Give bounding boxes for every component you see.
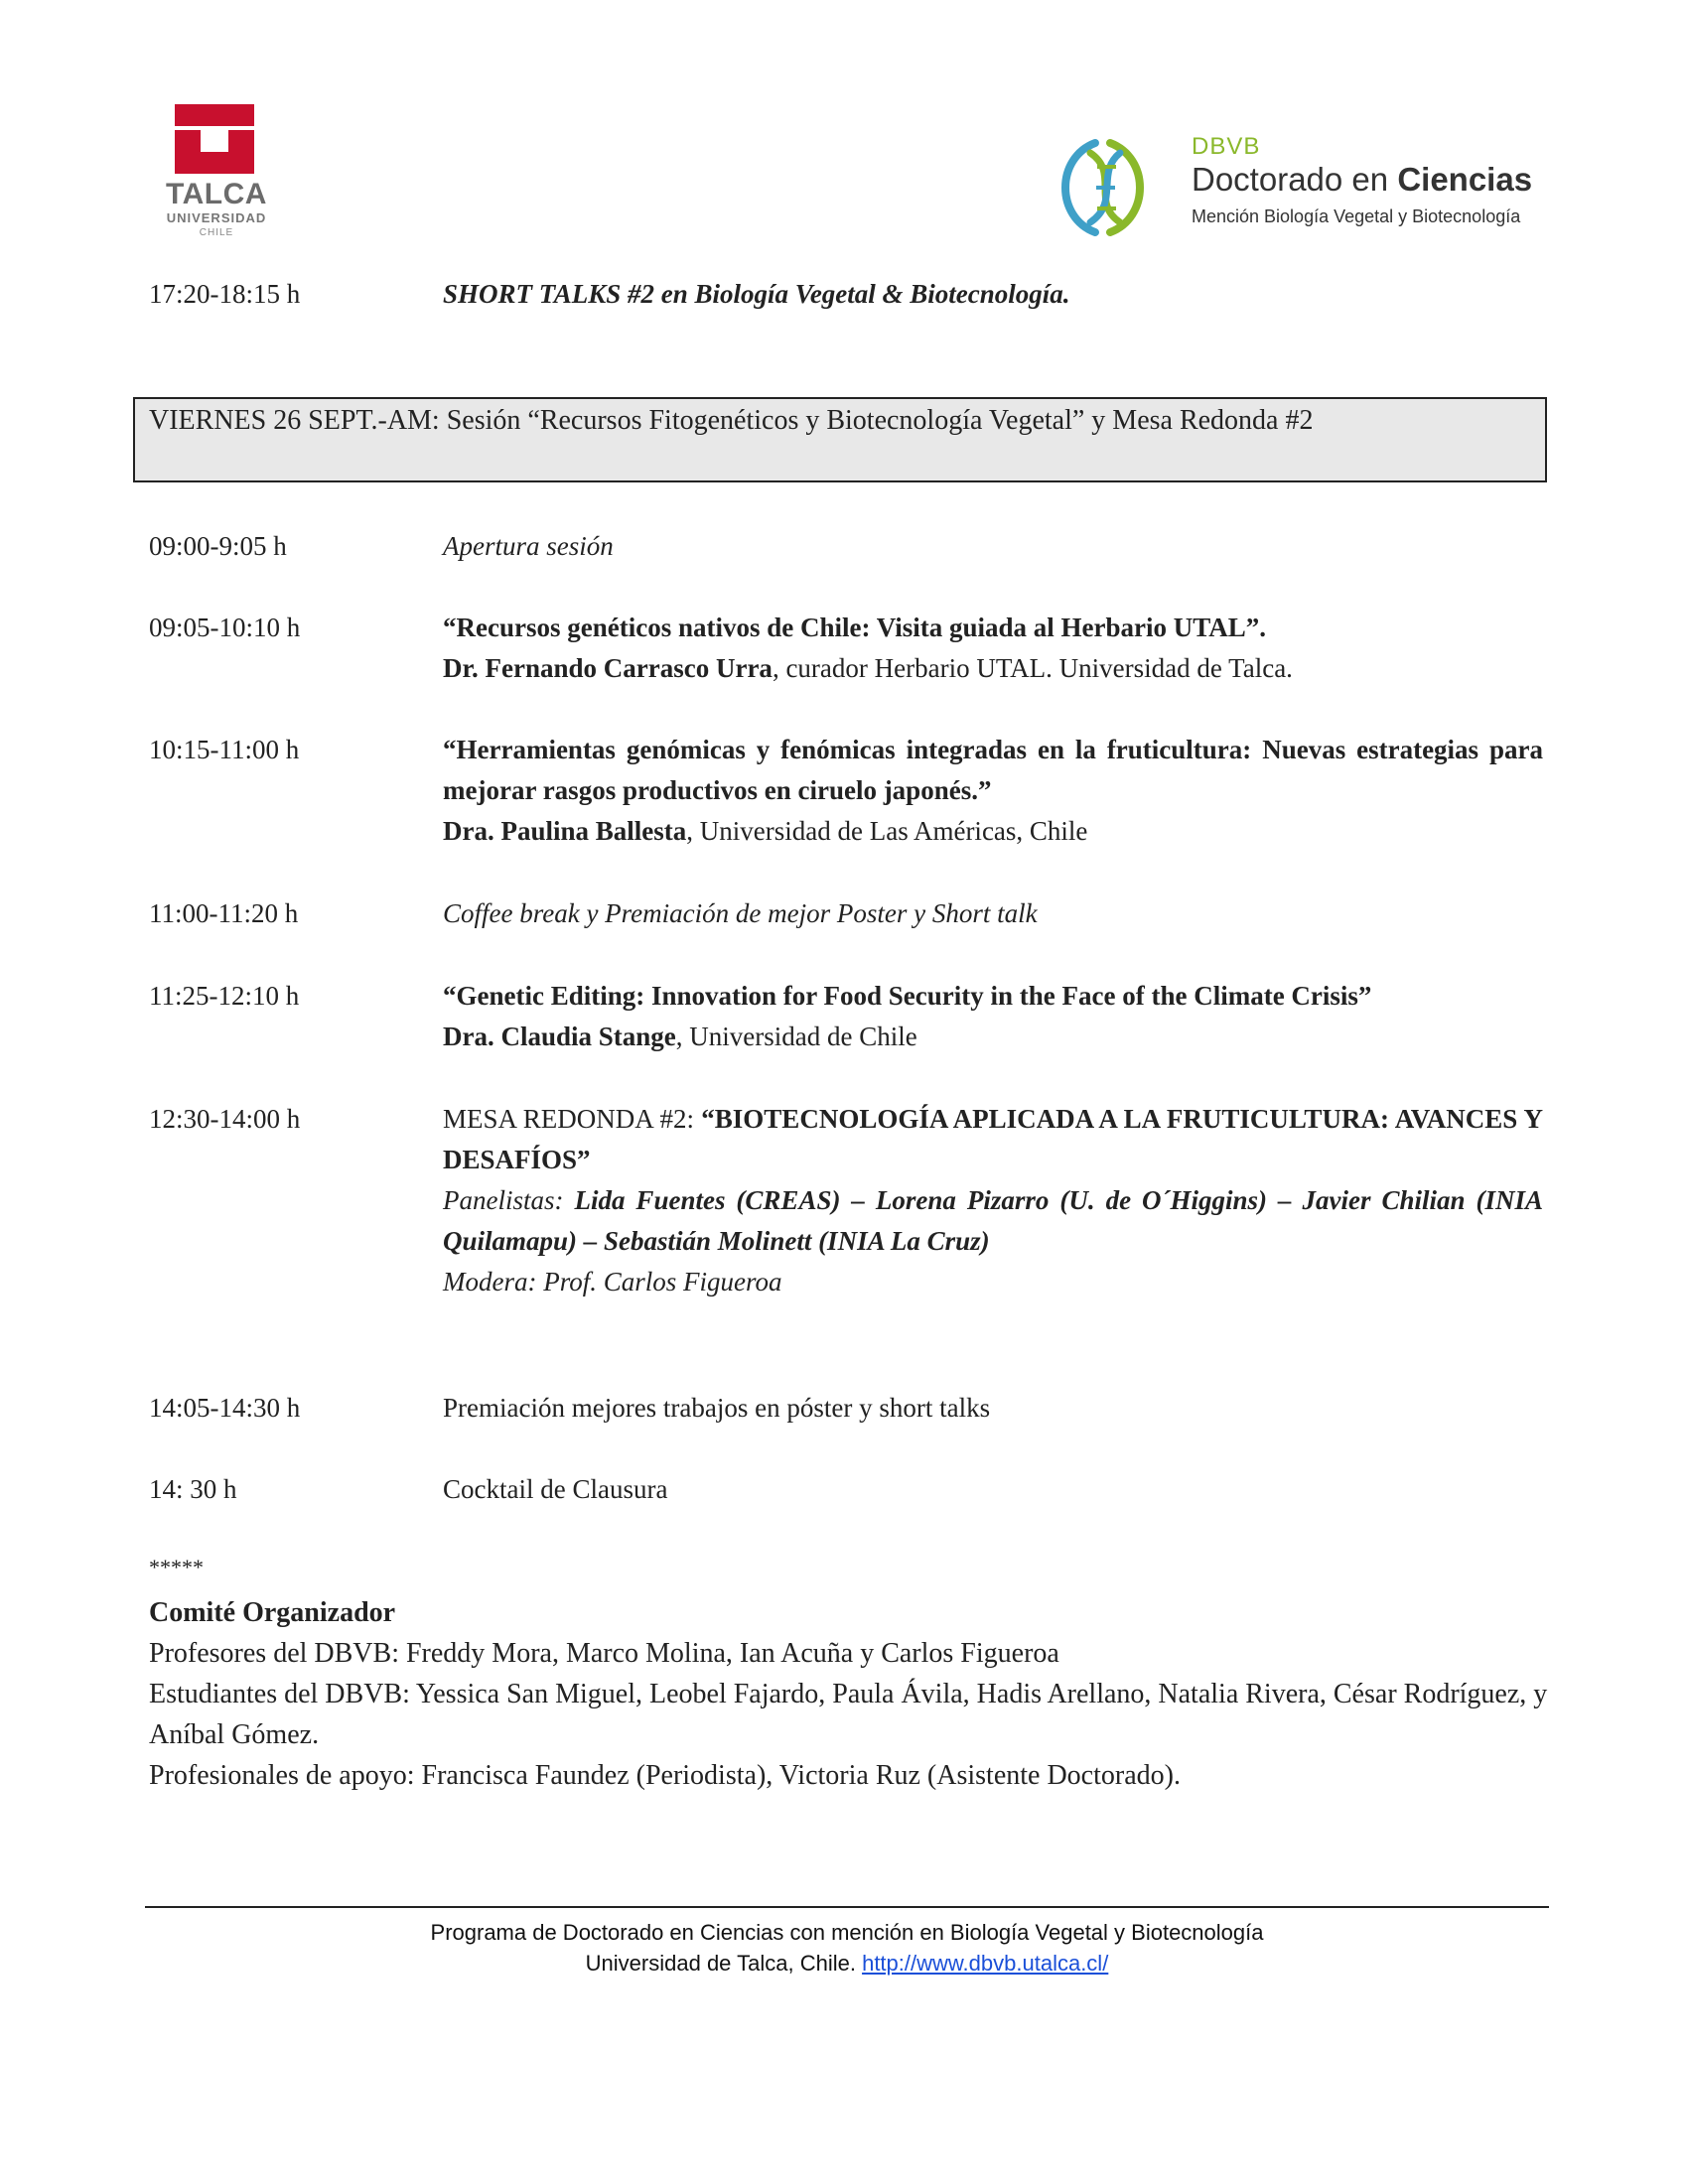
talk-speaker-line (443, 811, 1543, 852)
short-talks-title: SHORT TALKS #2 en Biología Vegetal & Biotecnología. (443, 279, 1070, 309)
dna-helix-icon (1051, 133, 1160, 242)
speaker-name: Dr. Fernando Carrasco Urra (443, 653, 773, 683)
time-label: 10:15-11:00 h (149, 735, 300, 764)
separator: ***** (149, 1555, 204, 1579)
organizing-committee (149, 1592, 1549, 1796)
schedule-item-mesa-redonda (443, 1099, 1543, 1302)
speaker-affiliation: , curador Herbario UTAL. Universidad de Talca. (772, 653, 1293, 683)
panel-title: MESA REDONDA #2: “BIOTECNOLOGÍA APLICADA A LA FRUTICULTURA: AVANCES Y DESAFÍOS” (443, 1104, 1543, 1174)
schedule-item-awards: Premiación mejores trabajos en póster y short talks (443, 1393, 991, 1423)
talca-university-label: UNIVERSIDAD (166, 210, 267, 225)
dbvb-website-link[interactable]: http://www.dbvb.utalca.cl/ (862, 1951, 1109, 1976)
talca-emblem-icon (175, 104, 254, 174)
speaker-affiliation: , Universidad de Las Américas, Chile (686, 816, 1088, 846)
schedule-item-genetic-editing (443, 976, 1543, 1057)
schedule-item-genomica (443, 730, 1543, 852)
dbvb-title: Doctorado en Ciencias (1192, 161, 1533, 198)
committee-line: Profesionales de apoyo: Francisca Faundez (Periodista), Victoria Ruz (Asistente Doctorado). (149, 1760, 1181, 1791)
committee-line: Estudiantes del DBVB: Yessica San Miguel, Leobel Fajardo, Paula Ávila, Hadis Arellano, Natalia Rivera, César Rodríguez, y Aníbal Gómez. (149, 1679, 1548, 1750)
talk-title: “Herramientas genómicas y fenómicas integradas en la fruticultura: Nuevas estrategias para mejorar rasgos productivos en ciruelo japonés.” (443, 735, 1543, 805)
talk-speaker-line (443, 648, 1543, 689)
committee-heading: Comité Organizador (149, 1597, 396, 1628)
schedule-item-opening: Apertura sesión (443, 531, 614, 561)
talca-country-label: CHILE (199, 227, 234, 238)
talca-wordmark: TALCA (166, 178, 267, 210)
universidad-de-talca-logo (157, 104, 276, 243)
footer-divider (145, 1906, 1549, 1908)
talk-speaker-line (443, 1017, 1543, 1057)
time-label: 09:05-10:10 h (149, 613, 301, 642)
talk-title: “Genetic Editing: Innovation for Food Security in the Face of the Climate Crisis” (443, 981, 1372, 1011)
dbvb-logo (1051, 129, 1587, 238)
dbvb-subtitle: Mención Biología Vegetal y Biotecnología (1192, 206, 1521, 226)
time-label: 14: 30 h (149, 1474, 237, 1504)
committee-line: Profesores del DBVB: Freddy Mora, Marco Molina, Ian Acuña y Carlos Figueroa (149, 1638, 1059, 1669)
time-label: 17:20-18:15 h (149, 279, 301, 309)
talk-title: “Recursos genéticos nativos de Chile: Visita guiada al Herbario UTAL”. (443, 613, 1266, 642)
dbvb-acronym: DBVB (1192, 133, 1261, 160)
footer-program: Programa de Doctorado en Ciencias con mención en Biología Vegetal y Biotecnología (430, 1920, 1264, 1945)
time-label: 11:25-12:10 h (149, 981, 300, 1011)
session-header: VIERNES 26 SEPT.-AM: Sesión “Recursos Fitogenéticos y Biotecnología Vegetal” y Mesa Redonda #2 (133, 397, 1547, 482)
time-label: 12:30-14:00 h (149, 1104, 301, 1134)
speaker-name: Dra. Claudia Stange (443, 1022, 676, 1051)
schedule-item-coffee-break: Coffee break y Premiación de mejor Poster y Short talk (443, 898, 1038, 928)
time-label: 14:05-14:30 h (149, 1393, 301, 1423)
speaker-name: Dra. Paulina Ballesta (443, 816, 687, 846)
footer-university: Universidad de Talca, Chile. http://www.dbvb.utalca.cl/ (585, 1951, 1109, 1976)
moderator: Modera: Prof. Carlos Figueroa (443, 1267, 782, 1297)
time-label: 09:00-9:05 h (149, 531, 287, 561)
schedule-item-herbario (443, 608, 1543, 689)
time-label: 11:00-11:20 h (149, 898, 299, 928)
speaker-affiliation: , Universidad de Chile (675, 1022, 917, 1051)
schedule-item-cocktail: Cocktail de Clausura (443, 1474, 668, 1504)
panelists: Panelistas: Lida Fuentes (CREAS) – Lorena Pizarro (U. de O´Higgins) – Javier Chilian (INIA Quilamapu) – Sebastián Molinett (INIA La Cruz) (443, 1185, 1543, 1256)
